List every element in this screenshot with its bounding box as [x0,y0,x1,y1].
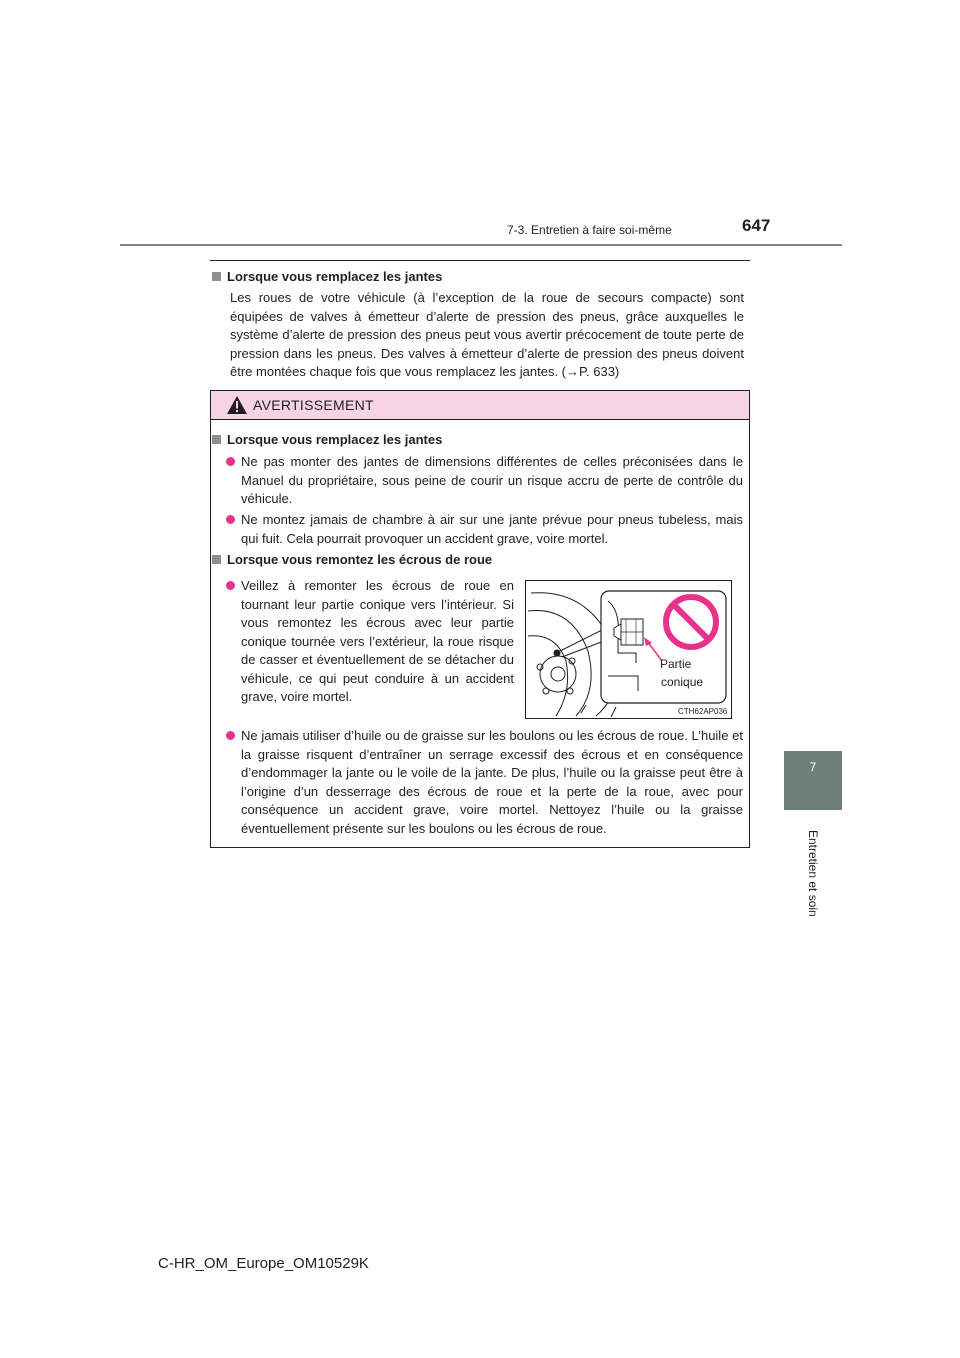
warning-group-heading-text: Lorsque vous remplacez les jantes [227,432,443,447]
warning-bullet-text: Ne jamais utiliser d’huile ou de graisse sur les boulons ou les écrous de roue. L’huile et la graisse risquent d’entraîner un serrage excessif des écrous et en conséquence d’endommager la jante ou le voile de la jante. De plus, l’huile ou la graisse peut être à l’origine d’un desserrage des écrous de roue et la perte de la roue, avec pour conséquence un accident grave, voire mortel. Nettoyez l’huile ou la graisse éventuellement présente sur les boulons ou les écrous de roue. [241,728,743,836]
section-heading [212,269,442,284]
document-footer: C-HR_OM_Europe_OM10529K [158,1255,369,1272]
wheel-nut-illustration [526,581,731,718]
warning-bullet-text: Ne montez jamais de chambre à air sur une jante prévue pour pneus tubeless, mais qui fuit. Cela pourrait provoquer un accident grave, voire mortel. [241,512,743,546]
section-body: Les roues de votre véhicule (à l’exception de la roue de secours compacte) sont équipées de valves à émetteur d’alerte de pression des pneus, grâce auxquelles le système d’alerte de pression des pneus peut vous avertir précocement de toute perte de pression dans les pneus. Des valves à émetteur d’alerte de pression des pneus doivent être montées chaque fois que vous remplacez les jantes. (→P. 633) [230,290,744,379]
figure-label-line1: Partie [660,657,692,671]
bullet-icon [226,457,235,466]
figure-label-line2: conique [661,675,704,689]
chapter-number: 7 [809,760,817,774]
section-heading-text: Lorsque vous remplacez les jantes [227,269,443,284]
wheel-nut-figure [525,580,732,719]
square-bullet-icon [212,272,221,281]
header-divider [120,244,842,246]
section-title: 7-3. Entretien à faire soi-même [507,223,672,237]
warning-bullet [226,511,743,548]
warning-group-heading-text: Lorsque vous remontez les écrous de roue [227,552,493,567]
warning-bullet-text: Veillez à remonter les écrous de roue en tournant leur partie conique vers l’intérieur. Si vous remontez les écrous avec leur partie conique tournée vers l’extérieur, la roue risque de casser et éventuellement de se détacher du véhicule, ce qui peut conduire à un accident grave, voire mortel. [241,578,514,704]
square-bullet-icon [212,555,221,564]
figure-code: CTH62AP036 [678,707,728,716]
warning-triangle-icon [226,395,248,415]
bullet-icon [226,515,235,524]
bullet-icon [226,581,235,590]
chapter-tab [784,751,842,810]
warning-bullet-text: Ne pas monter des jantes de dimensions différentes de celles préconisées dans le Manuel du propriétaire, sous peine de courir un risque accru de perte de contrôle du véhicule. [241,454,743,506]
warning-bullet [226,453,743,509]
warning-bullet [226,577,514,707]
warning-group-heading [212,552,492,567]
page-number: 647 [742,216,771,235]
content-divider [210,260,750,261]
warning-group-heading [212,432,442,447]
bullet-icon [226,731,235,740]
square-bullet-icon [212,435,221,444]
warning-title: AVERTISSEMENT [253,397,374,413]
warning-bullet [226,727,743,838]
chapter-title: Entretien et soin [806,830,820,917]
